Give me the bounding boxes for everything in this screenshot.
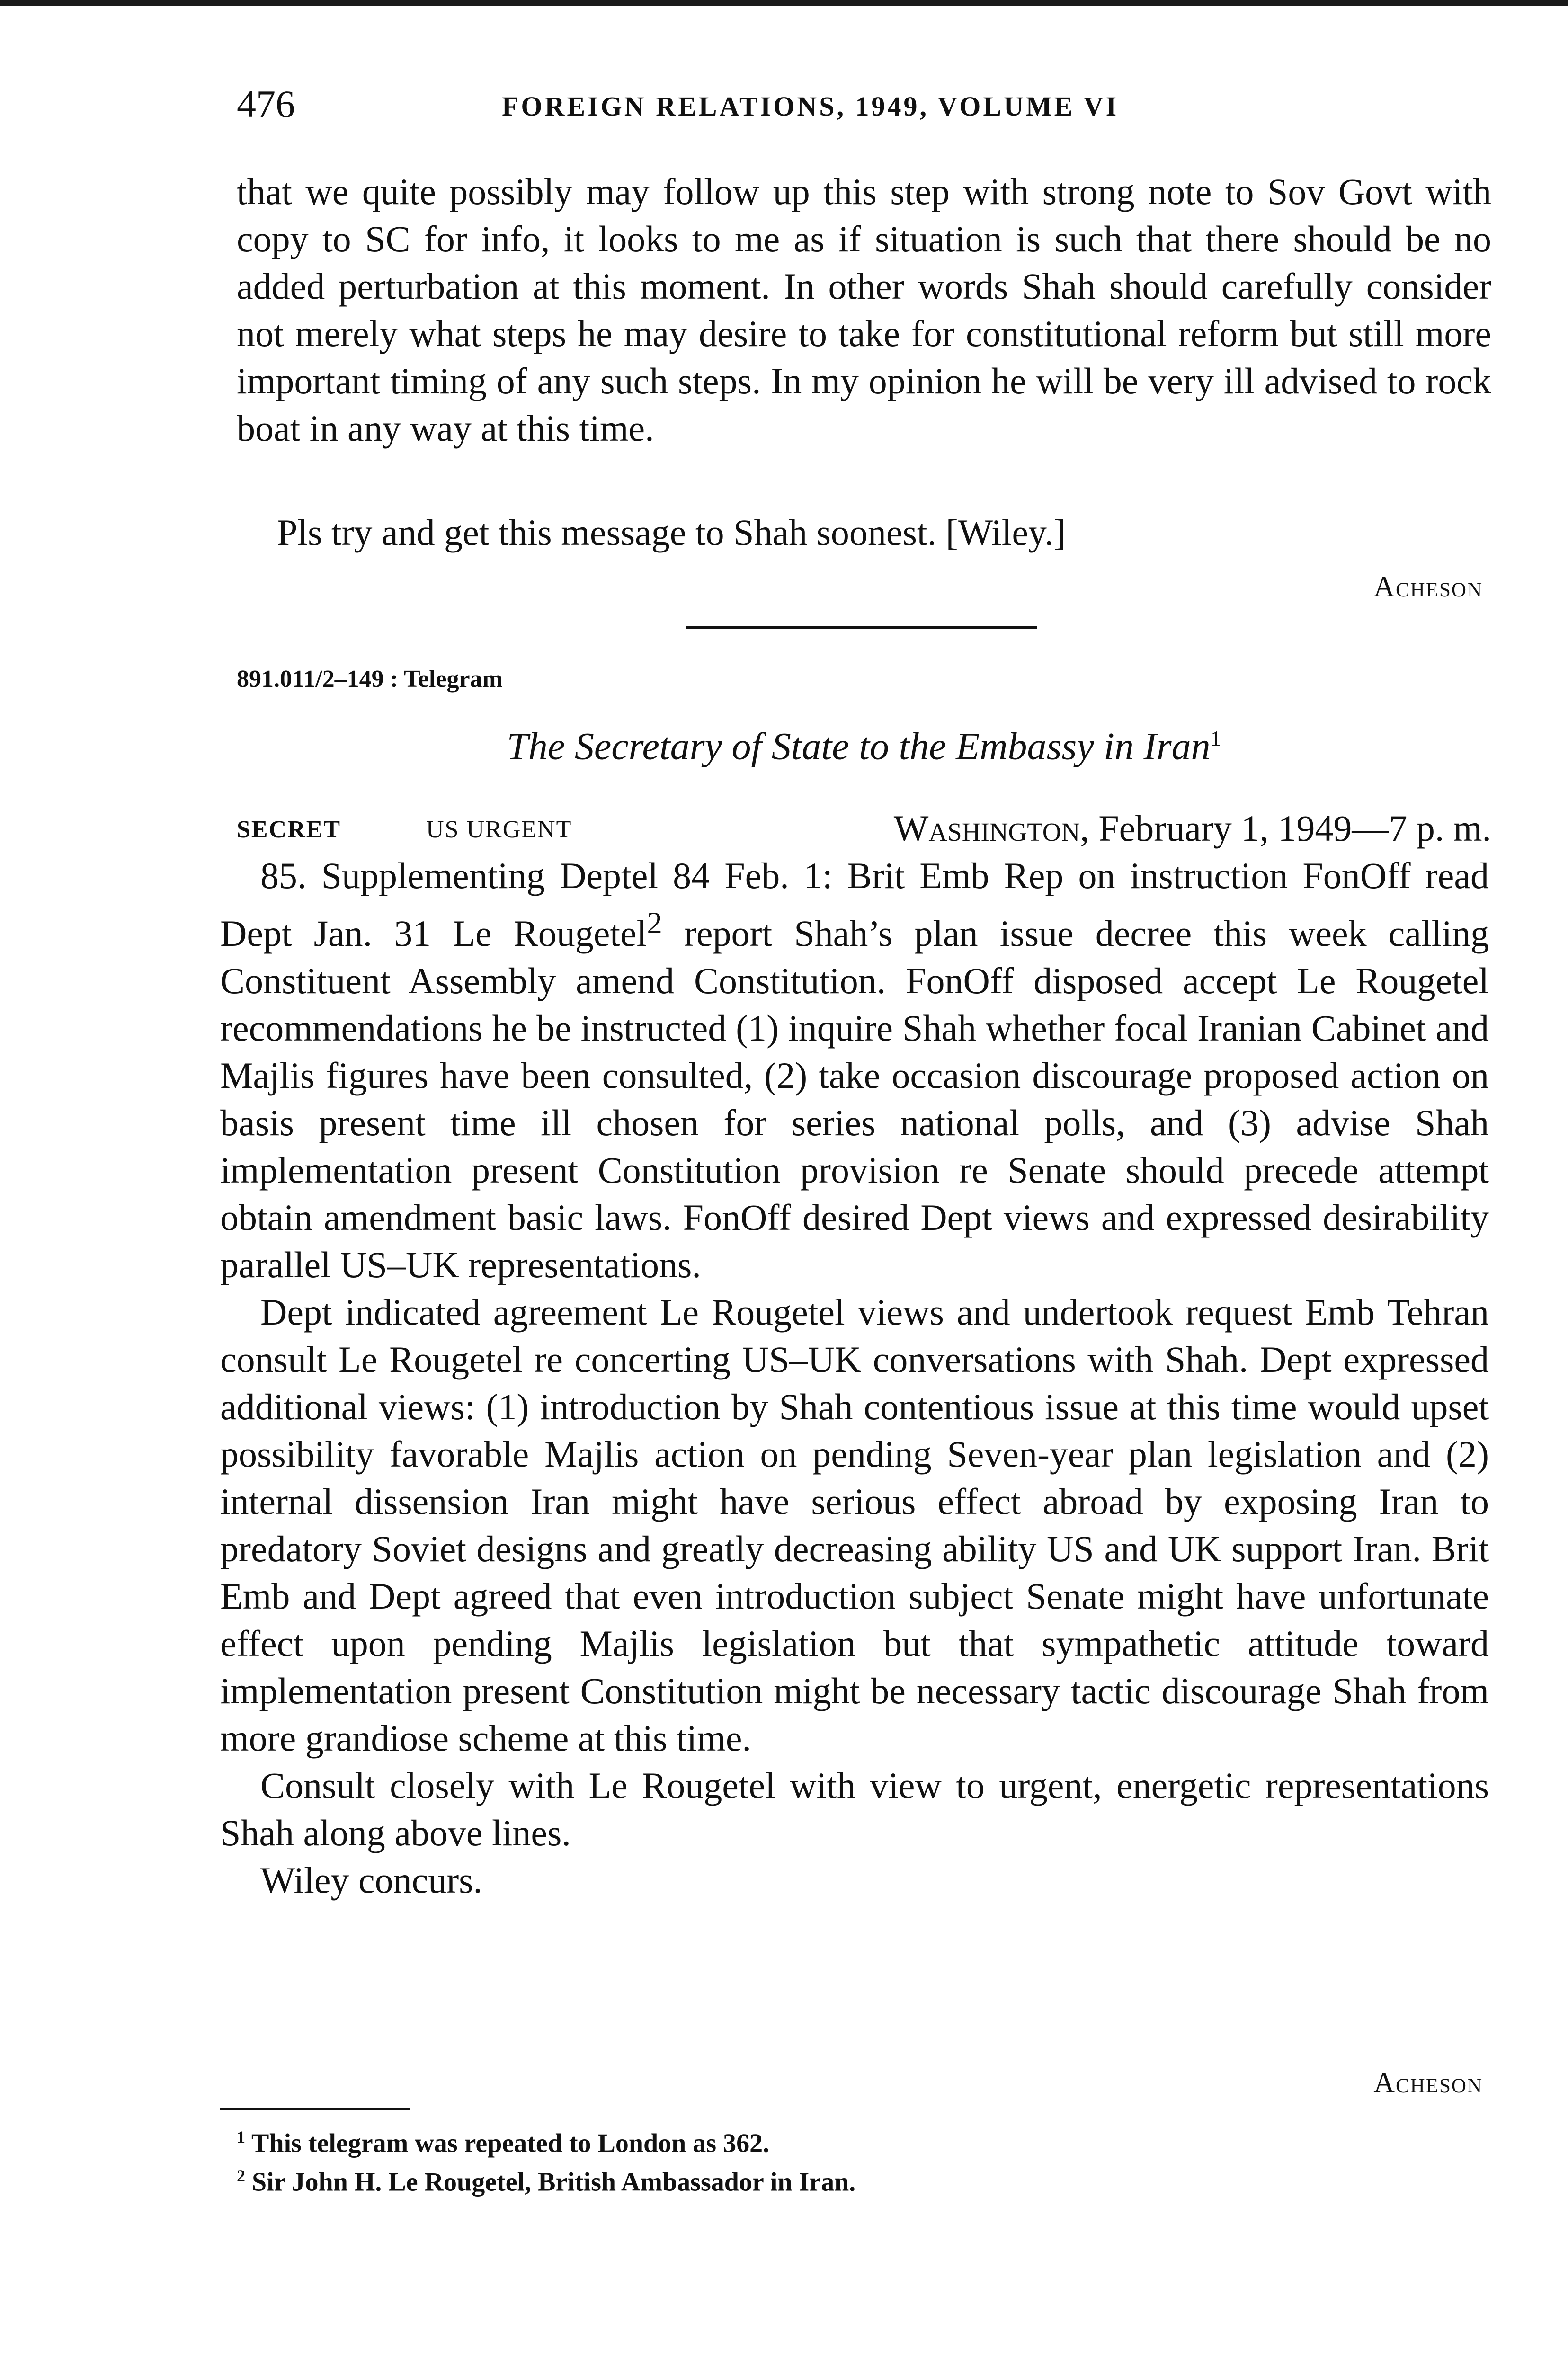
- footnote-2-mark: 2: [237, 2166, 245, 2185]
- footnote-mark-2: 2: [647, 906, 662, 940]
- signature-acheson-2: Acheson: [1373, 2067, 1483, 2099]
- telegram-paragraph-2: Dept indicated agreement Le Rougetel views and undertook request Emb Tehran consult Le Rougetel re concerting US–UK conversations with Shah. Dept expressed additional views: (1) introduction by Shah contentious issue at this time would upset possibility favorable Majlis action on pending Seven-year plan legislation and (2) internal dissension Iran might have serious effect abroad by exposing Iran to predatory Soviet designs and greatly decreasing ability US and UK support Iran. Brit Emb and Dept agreed that even introduction subject Senate might have unfortunate effect upon pending Majlis legislation but that sympathetic attitude toward implementation present Constitution might be necessary tactic discourage Shah from more grandiose scheme at this time.: [220, 1291, 1489, 1759]
- page-number: 476: [237, 82, 295, 125]
- top-edge-line: [0, 0, 1568, 6]
- footnote-1-text: This telegram was repeated to London as 362.: [251, 2128, 770, 2158]
- footnote-1-mark: 1: [237, 2127, 245, 2146]
- telegram-paragraph-1-start: 85. Supplementing Deptel 84 Feb. 1: Brit Emb Rep on instruction FonOff read Dept Jan. 31 Le Rougetel: [220, 855, 1489, 954]
- signature-acheson-1: Acheson: [1373, 571, 1483, 603]
- footnotes: [237, 2121, 1468, 2198]
- title-footnote-mark: 1: [1210, 726, 1221, 750]
- telegram-body: [220, 852, 1489, 1904]
- classification: SECRET: [237, 816, 341, 843]
- footnote-2-text: Sir John H. Le Rougetel, British Ambassador in Iran.: [252, 2167, 856, 2197]
- date: , February 1, 1949—7 p. m.: [1080, 808, 1491, 849]
- file-reference: 891.011/2–149 : Telegram: [237, 666, 503, 693]
- section-divider: [686, 626, 1037, 629]
- footnote-2: [237, 2160, 1468, 2198]
- running-head: FOREIGN RELATIONS, 1949, VOLUME VI: [502, 91, 1119, 122]
- document-title: [237, 712, 1491, 772]
- place: Washington: [893, 808, 1080, 849]
- telegram-paragraph-1-rest: report Shah’s plan issue decree this week calling Constituent Assembly amend Constitution. FonOff disposed accept Le Rougetel recommendations he be instructed (1) inquire Shah whether focal Iranian Cabinet and Majlis figures have been consulted, (2) take occasion discourage proposed action on basis present time ill chosen for series national polls, and (3) advise Shah implementation present Constitution provision re Senate should precede attempt obtain amendment basic laws. FonOff desired Dept views and expressed desirability parallel US–UK representations.: [220, 913, 1489, 1285]
- telegram-paragraph-3: Consult closely with Le Rougetel with view to urgent, energetic representations Shah along above lines.: [220, 1765, 1489, 1853]
- document-title-text: The Secretary of State to the Embassy in Iran: [507, 724, 1211, 768]
- continued-closing-paragraph: Pls try and get this message to Shah soonest. [Wiley.]: [277, 512, 1066, 553]
- place-date: [894, 805, 1491, 852]
- footnote-divider: [220, 2108, 410, 2110]
- continued-paragraph: that we quite possibly may follow up this step with strong note to Sov Govt with copy to SC for info, it looks to me as if situation is such that there should be no added perturbation at this moment. In other words Shah should carefully consider not merely what steps he may desire to take for constitutional reform but still more important timing of any such steps. In my opinion he will be very ill advised to rock boat in any way at this time.: [237, 171, 1491, 449]
- footnote-1: [237, 2121, 1468, 2160]
- precedence: US URGENT: [426, 816, 572, 843]
- dateline: [237, 805, 1491, 852]
- page-header: [237, 80, 1491, 133]
- telegram-paragraph-1: [220, 852, 1489, 1289]
- telegram-paragraph-4: Wiley concurs.: [260, 1860, 483, 1901]
